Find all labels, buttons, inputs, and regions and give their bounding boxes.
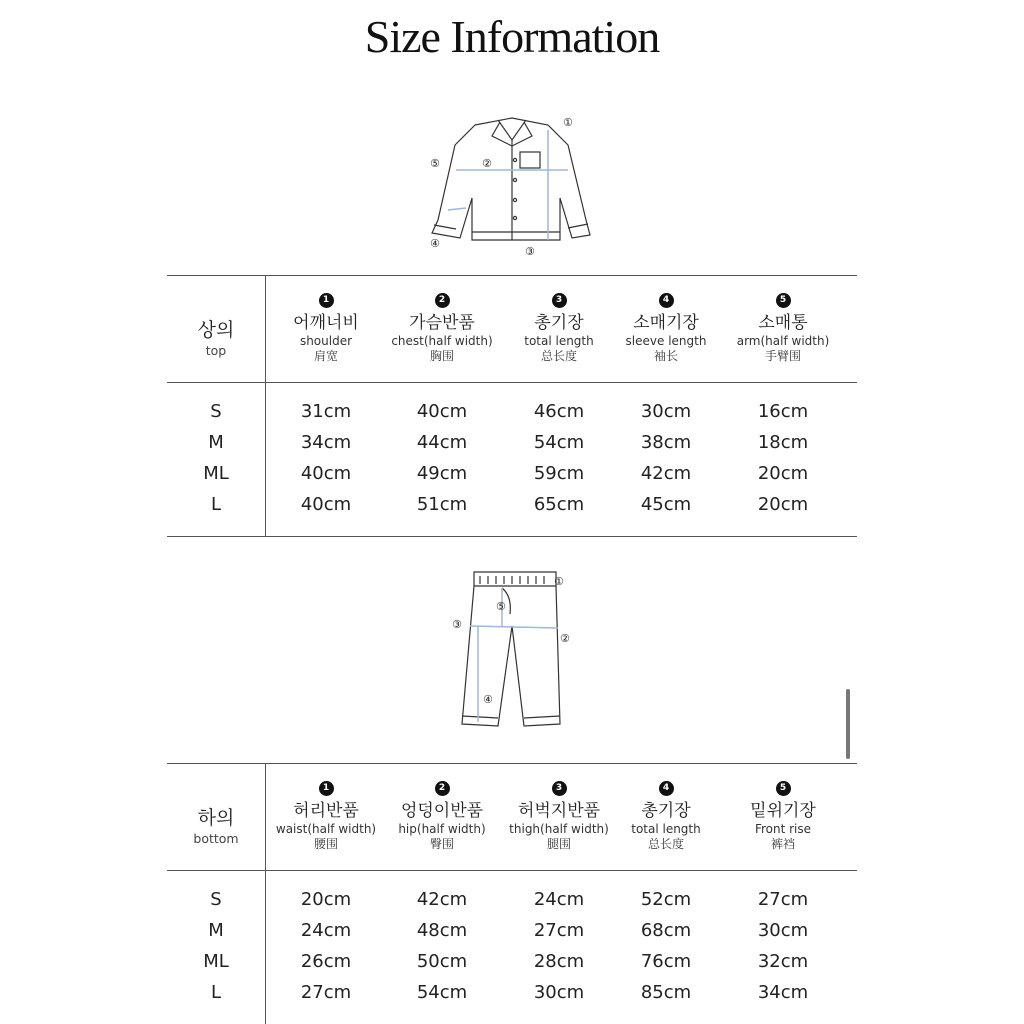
marker-2: ② [482,157,492,170]
number-badge: 2 [435,781,450,796]
marker-1: ① [563,116,573,129]
table-cell: 27cm [300,982,352,1003]
category-label-en: bottom [193,831,239,846]
column-label-ko: 총기장 [641,801,691,821]
table-cell: 68cm [640,920,692,941]
page-title: Size Information [364,11,660,62]
marker-1: ① [554,575,564,588]
size-column [167,884,265,1008]
table-cell: 85cm [640,982,692,1003]
number-badge: 1 [319,293,334,308]
table-cell: 30cm [533,982,585,1003]
table-cell: 45cm [640,494,692,515]
table-cell: 38cm [640,432,692,453]
table-cell: 65cm [533,494,585,515]
category-label-en: top [205,343,227,358]
table-cell: 46cm [533,401,585,422]
table-cell: 20cm [757,494,809,515]
column-label-zh: 肩宽 [313,349,338,363]
value-column [724,884,842,1008]
number-badge: 3 [552,781,567,796]
table-cell: 40cm [300,494,352,515]
table-cell: 27cm [757,889,809,910]
divider [265,275,266,537]
size-label: L [210,494,222,515]
value-column [607,396,725,520]
table-cell: 40cm [300,463,352,484]
column-label-ko: 밑위기장 [750,801,816,821]
column-label-ko: 허리반품 [293,801,359,821]
column-header [724,293,842,364]
category-bottom [167,803,265,846]
column-label-zh: 胸围 [429,349,454,363]
table-cell: 51cm [416,494,468,515]
size-label: L [210,982,222,1003]
column-label-en: thigh(half width) [509,822,609,836]
table-cell: 59cm [533,463,585,484]
size-column [167,396,265,520]
table-cell: 52cm [640,889,692,910]
divider [167,536,857,537]
category-label-ko: 하의 [197,807,235,829]
shirt-illustration [420,100,600,265]
column-label-ko: 허벅지반품 [517,801,601,821]
value-column [500,884,618,1008]
column-label-zh: 袖长 [653,349,678,363]
column-label-zh: 总长度 [540,349,577,363]
column-header [607,781,725,852]
column-label-ko: 가슴반품 [409,313,475,333]
table-cell: 42cm [640,463,692,484]
number-badge: 4 [659,781,674,796]
table-cell: 54cm [533,432,585,453]
table-cell: 26cm [300,951,352,972]
column-label-en: hip(half width) [398,822,486,836]
table-cell: 34cm [300,432,352,453]
divider [167,275,857,276]
marker-3: ③ [525,245,535,258]
number-badge: 3 [552,293,567,308]
size-label: M [208,920,224,941]
column-label-ko: 총기장 [534,313,584,333]
column-label-zh: 臀围 [429,837,454,851]
size-label: S [210,401,222,422]
number-badge: 4 [659,293,674,308]
column-label-ko: 어깨너비 [293,313,359,333]
table-cell: 30cm [640,401,692,422]
size-label: M [208,432,224,453]
size-label: S [210,889,222,910]
divider [167,870,857,871]
table-cell: 28cm [533,951,585,972]
table-cell: 24cm [300,920,352,941]
table-cell: 48cm [416,920,468,941]
column-label-ko: 소매통 [758,313,808,333]
column-label-en: waist(half width) [275,822,377,836]
top-size-table [167,275,857,537]
table-cell: 24cm [533,889,585,910]
column-label-en: arm(half width) [736,334,830,348]
marker-4: ④ [430,237,440,250]
table-cell: 20cm [757,463,809,484]
category-top [167,315,265,358]
size-label: ML [203,951,229,972]
table-cell: 49cm [416,463,468,484]
value-column [267,396,385,520]
table-cell: 16cm [757,401,809,422]
bottom-size-table [167,763,857,1024]
category-label-ko: 상의 [197,319,235,341]
number-badge: 2 [435,293,450,308]
scrollbar[interactable] [846,689,850,759]
table-cell: 76cm [640,951,692,972]
table-cell: 20cm [300,889,352,910]
table-cell: 34cm [757,982,809,1003]
column-label-en: shoulder [299,334,353,348]
column-label-en: Front rise [754,822,812,836]
table-cell: 40cm [416,401,468,422]
marker-5: ⑤ [430,157,440,170]
number-badge: 1 [319,781,334,796]
value-column [267,884,385,1008]
column-label-en: sleeve length [625,334,707,348]
size-label: ML [203,463,229,484]
column-header [267,781,385,852]
table-cell: 27cm [533,920,585,941]
marker-3: ③ [452,618,462,631]
column-label-en: total length [524,334,594,348]
column-label-zh: 总长度 [647,837,684,851]
value-column [607,884,725,1008]
divider [167,763,857,764]
column-header [500,293,618,364]
table-cell: 30cm [757,920,809,941]
table-cell: 31cm [300,401,352,422]
table-cell: 54cm [416,982,468,1003]
pants-illustration [440,566,580,736]
table-cell: 50cm [416,951,468,972]
column-header [267,293,385,364]
table-cell: 18cm [757,432,809,453]
table-cell: 32cm [757,951,809,972]
divider [265,763,266,1024]
value-column [383,884,501,1008]
column-header [607,293,725,364]
column-header [500,781,618,852]
column-label-zh: 手臂围 [764,349,801,363]
value-column [724,396,842,520]
column-header [724,781,842,852]
divider [167,382,857,383]
column-label-en: chest(half width) [391,334,493,348]
column-header [383,293,501,364]
column-label-ko: 소매기장 [633,313,699,333]
column-header [383,781,501,852]
column-label-ko: 엉덩이반품 [400,801,484,821]
column-label-zh: 腰围 [313,837,338,851]
table-cell: 44cm [416,432,468,453]
column-label-en: total length [631,822,701,836]
marker-4: ④ [483,693,493,706]
table-cell: 42cm [416,889,468,910]
column-label-zh: 腿围 [546,837,571,851]
column-label-zh: 裤裆 [770,837,795,851]
value-column [383,396,501,520]
value-column [500,396,618,520]
number-badge: 5 [776,781,791,796]
marker-2: ② [560,632,570,645]
number-badge: 5 [776,293,791,308]
marker-5: ⑤ [496,600,506,613]
